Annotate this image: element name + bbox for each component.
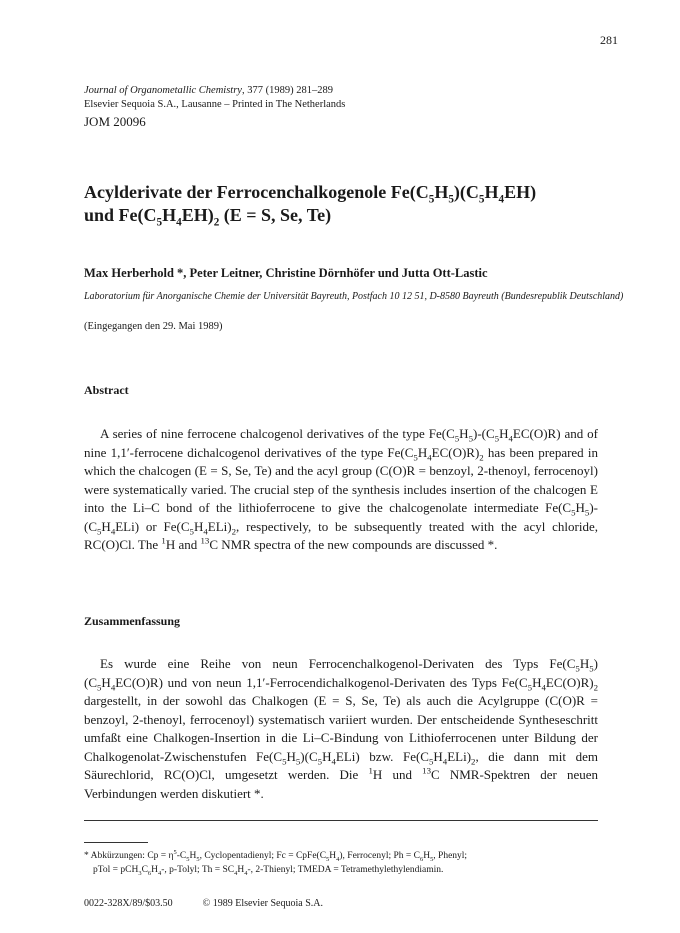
copyright-notice: © 1989 Elsevier Sequoia S.A.: [202, 898, 323, 909]
footnote: [84, 849, 604, 877]
footnote-line-2: pTol = $pCH_3C_6H_4-$, p-Tolyl; $Th = SC_4H_4-$, 2-Thienyl; TMEDA = Tetramethylethylendiamin.: [93, 865, 444, 877]
abstract-text: A series of nine ferrocene chalcogenol derivatives of the type $Fe(C_5H_5)-(C_5H_4EC(O)R)$ and of nine 1,1′-ferrocene dichalcogenol derivatives of the type $Fe(C_5H_4EC(O)R)_2$ has been prepared in which the chalcogen (E = S, Se, Te) and the acyl group (C(O)R = benzoyl, 2-thenoyl, ferrocenoyl) were systematically varied. The crucial step of the synthesis includes insertion of the chalcogen E into the Li–C bond of the lithioferrocene to give the chalcogenolate intermediate $Fe(C_5H_5)-(C_5H_4ELi)$ or $Fe(C_5H_4ELi)_2$, respectively, to be subsequently treated with the acyl chloride, RC(O)Cl. The $^1$H and $^{13}$C NMR spectra of the new compounds are discussed *.: [84, 426, 599, 552]
affiliation: Laboratorium für Anorganische Chemie der Universität Bayreuth, Postfach 10 12 51, D-8580 Bayreuth (Bundesrepublik Deutschland): [84, 291, 624, 302]
article-title: [84, 181, 624, 227]
journal-name: Journal of Organometallic Chemistry: [84, 85, 242, 96]
publisher-line: Elsevier Sequoia S.A., Lausanne – Printed in The Netherlands: [84, 99, 346, 110]
issn-price-code: 0022-328X/89/$03.50: [84, 898, 173, 909]
journal-citation-line: [84, 84, 604, 98]
corresponding-author-mark: *: [173, 266, 184, 280]
zusammenfassung-text: Es wurde eine Reihe von neun Ferrocenchalkogenol-Derivaten des Typs $Fe(C_5H_5)(C_5H_4EC(O)R)$ und von neun 1,1′-Ferrocendichalkogenol-Derivaten des Typs $Fe(C_5H_4EC(O)R)_2$ dargestellt, in der sowohl das Chalkogen (E = S, Se, Te) als auch die Acylgruppe (C(O)R = benzoyl, 2-thenoyl, ferrocenoyl) systematisch variiert wurden. Der entscheidende Syntheseschritt umfaßt eine Chalkogen-Insertion in die Li–C-Bindung von Lithioferrocenen unter Bildung der Chalkogenolat-Zwischenstufen $Fe(C_5H_5)(C_5H_4ELi)$ bzw. $Fe(C_5H_4ELi)_2$, die dann mit dem Säurechlorid, RC(O)Cl, umgesetzt werden. Die $^1$H und $^{13}$C NMR-Spektren der neuen Verbindungen werden diskutiert *.: [84, 656, 599, 801]
footnote-line-1: * Abkürzungen: $Cp = \eta^5-C_5H_5$, Cyclopentadienyl; $Fc = CpFe(C_5H_4)$, Ferrocenyl; $Ph = C_6H_5$, Phenyl;: [84, 848, 468, 863]
abstract-heading: Abstract: [84, 383, 129, 397]
received-date: (Eingegangen den 29. Mai 1989): [84, 321, 223, 332]
journal-header: [84, 84, 604, 130]
title-line-1: Acylderivate der Ferrocenchalkogenole $Fe(C_5H_5)(C_5H_4EH)$: [84, 182, 537, 206]
page-footer: [84, 898, 323, 909]
zusammenfassung-heading: Zusammenfassung: [84, 614, 181, 628]
footnote-rule: [84, 842, 148, 843]
title-line-2: und $Fe(C_5H_4EH)_2$ (E = S, Se, Te): [84, 205, 332, 229]
journal-volume: , 377 (1989) 281–289: [241, 85, 333, 96]
author-list: Max Herberhold *, Peter Leitner, Christine Dörnhöfer und Jutta Ott-Lastic: [84, 266, 488, 280]
jom-number: JOM 20096: [84, 114, 146, 129]
section-divider: [84, 820, 598, 821]
page-number: 281: [600, 33, 618, 47]
